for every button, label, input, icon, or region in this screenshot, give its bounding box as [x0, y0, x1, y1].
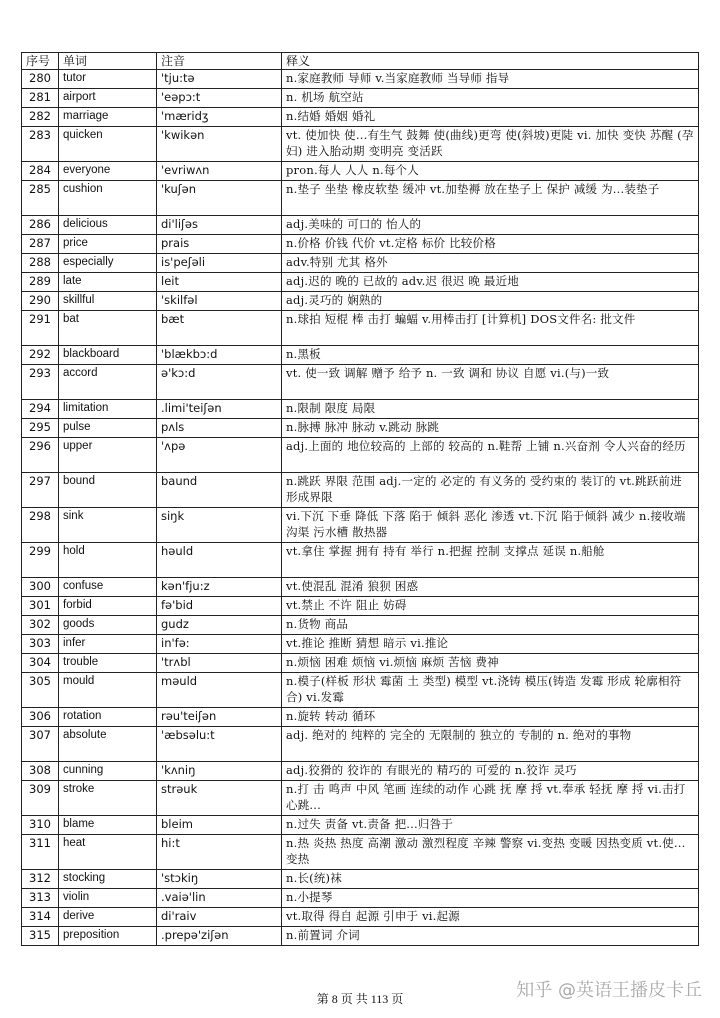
row-pronunciation: 'skilfəl [157, 292, 282, 311]
row-word: upper [59, 438, 157, 473]
row-word: accord [59, 365, 157, 400]
table-row [22, 727, 699, 762]
row-definition: adj.迟的 晚的 已故的 adv.迟 很迟 晚 最近地 [282, 273, 699, 292]
row-definition: n.旋转 转动 循环 [282, 708, 699, 727]
row-word: stroke [59, 781, 157, 816]
table-row [22, 235, 699, 254]
header-def: 释义 [282, 53, 699, 70]
row-word: marriage [59, 108, 157, 127]
row-word: delicious [59, 216, 157, 235]
table-row [22, 762, 699, 781]
row-number: 311 [22, 835, 59, 870]
table-row [22, 365, 699, 400]
row-pronunciation: baund [157, 473, 282, 508]
row-word: blame [59, 816, 157, 835]
table-row [22, 835, 699, 870]
row-pronunciation: 'æbsəlu:t [157, 727, 282, 762]
table-row [22, 635, 699, 654]
row-number: 281 [22, 89, 59, 108]
row-pronunciation: prais [157, 235, 282, 254]
row-number: 312 [22, 870, 59, 889]
row-number: 301 [22, 597, 59, 616]
row-word: especially [59, 254, 157, 273]
header-row [22, 53, 699, 70]
table-row [22, 927, 699, 946]
row-word: limitation [59, 400, 157, 419]
header-pron: 注音 [157, 53, 282, 70]
row-word: forbid [59, 597, 157, 616]
row-number: 296 [22, 438, 59, 473]
row-number: 295 [22, 419, 59, 438]
row-word: derive [59, 908, 157, 927]
row-definition: pron.每人 人人 n.每个人 [282, 162, 699, 181]
table-row [22, 816, 699, 835]
row-definition: vt.使混乱 混淆 狼狈 困惑 [282, 578, 699, 597]
row-pronunciation: .vaiə'lin [157, 889, 282, 908]
header-word: 单词 [59, 53, 157, 70]
row-definition: vt.禁止 不许 阻止 妨碍 [282, 597, 699, 616]
row-number: 282 [22, 108, 59, 127]
row-number: 305 [22, 673, 59, 708]
row-number: 294 [22, 400, 59, 419]
row-word: late [59, 273, 157, 292]
row-pronunciation: di'raiv [157, 908, 282, 927]
row-number: 315 [22, 927, 59, 946]
row-number: 299 [22, 543, 59, 578]
row-definition: n.限制 限度 局限 [282, 400, 699, 419]
row-number: 298 [22, 508, 59, 543]
row-pronunciation: həuld [157, 543, 282, 578]
row-pronunciation: 'blækbɔ:d [157, 346, 282, 365]
table-row [22, 89, 699, 108]
table-row [22, 889, 699, 908]
table-row [22, 870, 699, 889]
row-definition: adj.美味的 可口的 怡人的 [282, 216, 699, 235]
row-number: 306 [22, 708, 59, 727]
row-word: cunning [59, 762, 157, 781]
vocabulary-table [21, 52, 699, 946]
row-number: 297 [22, 473, 59, 508]
table-row [22, 473, 699, 508]
row-word: confuse [59, 578, 157, 597]
table-row [22, 908, 699, 927]
row-definition: vt.取得 得自 起源 引申于 vi.起源 [282, 908, 699, 927]
row-pronunciation: hi:t [157, 835, 282, 870]
row-word: price [59, 235, 157, 254]
row-definition: n.货物 商品 [282, 616, 699, 635]
row-definition: vi.下沉 下垂 降低 下落 陷于 倾斜 恶化 渗透 vt.下沉 陷于倾斜 减少 n.接收端 沟渠 污水槽 散热器 [282, 508, 699, 543]
row-definition: vt.拿住 掌握 拥有 持有 举行 n.把握 控制 支撑点 延误 n.船舱 [282, 543, 699, 578]
row-pronunciation: bleim [157, 816, 282, 835]
row-pronunciation: in'fə: [157, 635, 282, 654]
row-definition: vt. 使加快 使...有生气 鼓舞 使(曲线)更弯 使(斜坡)更陡 vi. 加快 变快 苏醒 (孕妇) 进入胎动期 变明亮 变活跃 [282, 127, 699, 162]
row-definition: n.小提琴 [282, 889, 699, 908]
row-word: everyone [59, 162, 157, 181]
row-number: 283 [22, 127, 59, 162]
row-word: violin [59, 889, 157, 908]
row-word: tutor [59, 70, 157, 89]
row-word: skillful [59, 292, 157, 311]
table-row [22, 254, 699, 273]
row-word: blackboard [59, 346, 157, 365]
table-row [22, 162, 699, 181]
row-pronunciation: di'liʃəs [157, 216, 282, 235]
row-pronunciation: gudz [157, 616, 282, 635]
row-definition: n.结婚 婚姻 婚礼 [282, 108, 699, 127]
row-word: bound [59, 473, 157, 508]
row-pronunciation: 'kwikən [157, 127, 282, 162]
table-row [22, 438, 699, 473]
table-row [22, 781, 699, 816]
table-row [22, 400, 699, 419]
row-word: bat [59, 311, 157, 346]
row-pronunciation: rəu'teiʃən [157, 708, 282, 727]
row-definition: adj. 绝对的 纯粹的 完全的 无限制的 独立的 专制的 n. 绝对的事物 [282, 727, 699, 762]
row-word: preposition [59, 927, 157, 946]
row-number: 280 [22, 70, 59, 89]
row-definition: n.打 击 鸣声 中风 笔画 连续的动作 心跳 抚 摩 捋 vt.奉承 轻抚 摩 捋 vi.击打 心跳... [282, 781, 699, 816]
row-definition: n.跳跃 界限 范围 adj.一定的 必定的 有义务的 受约束的 装订的 vt.跳跃前进 形成界限 [282, 473, 699, 508]
row-definition: n.热 炎热 热度 高潮 激动 激烈程度 辛辣 警察 vi.变热 变暖 因热变质 vt.使...变热 [282, 835, 699, 870]
row-pronunciation: 'trʌbl [157, 654, 282, 673]
row-pronunciation: pʌls [157, 419, 282, 438]
row-definition: vt.推论 推断 猜想 暗示 vi.推论 [282, 635, 699, 654]
row-definition: n.长(统)袜 [282, 870, 699, 889]
row-pronunciation: 'kuʃən [157, 181, 282, 216]
row-definition: n.脉搏 脉冲 脉动 v.跳动 脉跳 [282, 419, 699, 438]
row-definition: n.过失 责备 vt.责备 把...归咎于 [282, 816, 699, 835]
row-pronunciation: kən'fju:z [157, 578, 282, 597]
row-number: 287 [22, 235, 59, 254]
row-pronunciation: 'ʌpə [157, 438, 282, 473]
row-word: rotation [59, 708, 157, 727]
table-row [22, 311, 699, 346]
row-number: 286 [22, 216, 59, 235]
row-pronunciation: 'stɔkiŋ [157, 870, 282, 889]
row-pronunciation: ə'kɔ:d [157, 365, 282, 400]
row-pronunciation: bæt [157, 311, 282, 346]
table-row [22, 508, 699, 543]
row-number: 300 [22, 578, 59, 597]
row-pronunciation: .limi'teiʃən [157, 400, 282, 419]
row-number: 313 [22, 889, 59, 908]
row-definition: adj.灵巧的 娴熟的 [282, 292, 699, 311]
row-pronunciation: 'mæridʒ [157, 108, 282, 127]
row-definition: n.价格 价钱 代价 vt.定格 标价 比较价格 [282, 235, 699, 254]
row-word: cushion [59, 181, 157, 216]
row-definition: n.烦恼 困难 烦恼 vi.烦恼 麻烦 苦恼 费神 [282, 654, 699, 673]
row-definition: n.垫子 坐垫 橡皮软垫 缓冲 vt.加垫褥 放在垫子上 保护 减缓 为...装垫子 [282, 181, 699, 216]
row-definition: vt. 使一致 调解 赠予 给予 n. 一致 调和 协议 自愿 vi.(与)一致 [282, 365, 699, 400]
page-footer: 第 8 页 共 113 页 [316, 992, 404, 1006]
row-word: mould [59, 673, 157, 708]
row-number: 284 [22, 162, 59, 181]
row-number: 309 [22, 781, 59, 816]
row-word: trouble [59, 654, 157, 673]
table-row [22, 346, 699, 365]
row-pronunciation: is'peʃəli [157, 254, 282, 273]
row-number: 285 [22, 181, 59, 216]
row-word: stocking [59, 870, 157, 889]
table-row [22, 673, 699, 708]
row-pronunciation: məuld [157, 673, 282, 708]
row-word: goods [59, 616, 157, 635]
row-word: hold [59, 543, 157, 578]
table-row [22, 419, 699, 438]
row-word: quicken [59, 127, 157, 162]
table-row [22, 578, 699, 597]
row-number: 289 [22, 273, 59, 292]
table-row [22, 70, 699, 89]
row-pronunciation: 'kʌniŋ [157, 762, 282, 781]
row-word: sink [59, 508, 157, 543]
table-row [22, 127, 699, 162]
row-number: 293 [22, 365, 59, 400]
row-pronunciation: strəuk [157, 781, 282, 816]
row-number: 290 [22, 292, 59, 311]
table-row [22, 292, 699, 311]
table-row [22, 616, 699, 635]
row-number: 303 [22, 635, 59, 654]
row-word: pulse [59, 419, 157, 438]
header-num: 序号 [22, 53, 59, 70]
row-definition: n. 机场 航空站 [282, 89, 699, 108]
table-row [22, 654, 699, 673]
row-number: 307 [22, 727, 59, 762]
table-row [22, 181, 699, 216]
row-definition: n.球拍 短棍 棒 击打 蝙蝠 v.用棒击打 [计算机] DOS文件名: 批文件 [282, 311, 699, 346]
row-pronunciation: 'tju:tə [157, 70, 282, 89]
row-pronunciation: .prepə'ziʃən [157, 927, 282, 946]
row-definition: adj.上面的 地位较高的 上部的 较高的 n.鞋帮 上铺 n.兴奋剂 令人兴奋的经历 [282, 438, 699, 473]
row-word: absolute [59, 727, 157, 762]
row-pronunciation: fə'bid [157, 597, 282, 616]
table-row [22, 543, 699, 578]
table-row [22, 216, 699, 235]
table-row [22, 108, 699, 127]
row-pronunciation: 'eəpɔ:t [157, 89, 282, 108]
watermark: 知乎 @英语王播皮卡丘 [516, 980, 702, 1001]
row-number: 314 [22, 908, 59, 927]
row-number: 288 [22, 254, 59, 273]
row-definition: n.黑板 [282, 346, 699, 365]
row-number: 308 [22, 762, 59, 781]
table-row [22, 708, 699, 727]
row-pronunciation: siŋk [157, 508, 282, 543]
row-definition: adj.狡猾的 狡诈的 有眼光的 精巧的 可爱的 n.狡诈 灵巧 [282, 762, 699, 781]
row-definition: adv.特别 尤其 格外 [282, 254, 699, 273]
row-definition: n.前置词 介词 [282, 927, 699, 946]
row-word: infer [59, 635, 157, 654]
row-word: heat [59, 835, 157, 870]
row-number: 292 [22, 346, 59, 365]
row-number: 291 [22, 311, 59, 346]
table-row [22, 273, 699, 292]
row-number: 304 [22, 654, 59, 673]
table-row [22, 597, 699, 616]
row-pronunciation: 'evriwʌn [157, 162, 282, 181]
row-definition: n.家庭教师 导师 v.当家庭教师 当导师 指导 [282, 70, 699, 89]
row-number: 310 [22, 816, 59, 835]
row-word: airport [59, 89, 157, 108]
row-number: 302 [22, 616, 59, 635]
row-definition: n.模子(样板 形状 霉菌 土 类型) 模型 vt.浇铸 模压(铸造 发霉 形成 轮廓相符合) vi.发霉 [282, 673, 699, 708]
row-pronunciation: leit [157, 273, 282, 292]
